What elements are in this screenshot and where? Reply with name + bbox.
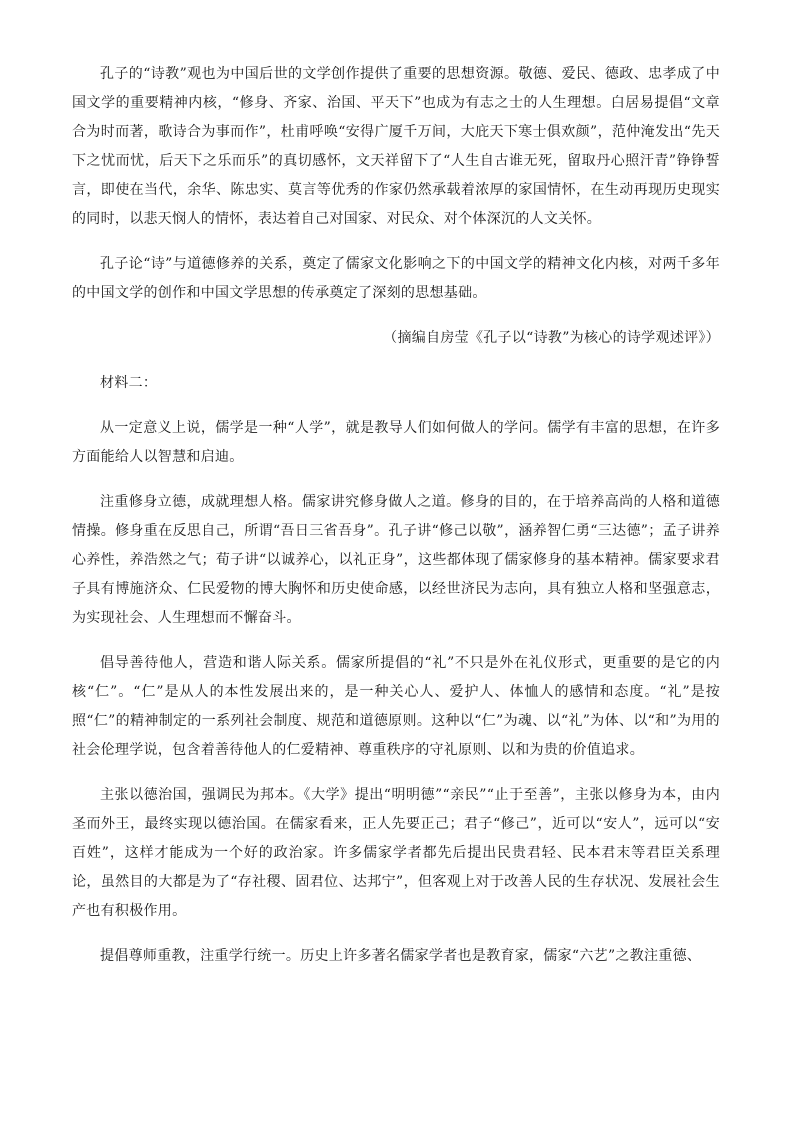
paragraph-moral-cultivation: 孔子论“诗”与道德修养的关系，奠定了儒家文化影响之下的中国文学的精神文化内核，对两千多年的中国文学的创作和中国文学思想的传承奠定了深刻的思想基础。 [72, 256, 720, 301]
paragraph-self-cultivation: 注重修身立德，成就理想人格。儒家讲究修身做人之道。修身的目的，在于培养高尚的人格和道德情操。修身重在反思自己，所谓“吾日三省吾身”。孔子讲“修己以敬”，涵养智仁勇“三达德”；孟子讲养心养性，养浩然之气；荀子讲“以诚养心，以礼正身”，这些都体现了儒家修身的基本精神。儒家要求君子具有博施济众、仁民爱物的博大胸怀和历史使命感，以经世济民为志向，具有独立人格和坚强意志，为实现社会、人生理想而不懈奋斗。 [72, 494, 720, 626]
paragraph-humanism: 从一定意义上说，儒学是一种“人学”，就是教导人们如何做人的学问。儒学有丰富的思想，在许多方面能给人以智慧和启迪。 [72, 420, 720, 465]
paragraph-virtue-governance: 主张以德治国，强调民为邦本。《大学》提出“明明德”“亲民”“止于至善”，主张以修身为本，由内圣而外王，最终实现以德治国。在儒家看来，正人先要正己；君子“修己”，近可以“安人”，远可以“安百姓”，这样才能成为一个好的政治家。许多儒家学者都先后提出民贵君轻、民本君末等君臣关系理论，虽然目的大都是为了“存社稷、固君位、达邦宁”，但客观上对于改善人民的生存状况、发展社会生产也有积极作用。 [72, 787, 720, 919]
material-two-heading: 材料二： [100, 375, 158, 391]
source-citation: （摘编自房莹《孔子以“诗教”为核心的诗学观述评》） [383, 330, 720, 346]
paragraph-education: 提倡尊师重教，注重学行统一。历史上许多著名儒家学者也是教育家，儒家“六艺”之教注重德、 [100, 948, 702, 964]
document-page [72, 60, 720, 987]
paragraph-poetry-influence: 孔子的“诗教”观也为中国后世的文学创作提供了重要的思想资源。敬德、爱民、德政、忠孝成了中国文学的重要精神内核，“修身、齐家、治国、平天下”也成为有志之士的人生理想。白居易提倡“文章合为时而著，歌诗合为事而作”，杜甫呼唤“安得广厦千万间，大庇天下寒士俱欢颜”，范仲淹发出“先天下之忧而忧，后天下之乐而乐”的真切感怀，文天祥留下了“人生自古谁无死，留取丹心照汗青”铮铮誓言，即使在当代，余华、陈忠实、莫言等优秀的作家仍然承载着浓厚的家国情怀，在生动再现历史现实的同时，以悲天悯人的情怀，表达着自己对国家、对民众、对个体深沉的人文关怀。 [72, 66, 720, 227]
paragraph-harmony: 倡导善待他人，营造和谐人际关系。儒家所提倡的“礼”不只是外在礼仪形式，更重要的是它的内核“仁”。“仁”是从人的本性发展出来的，是一种关心人、爱护人、体恤人的感情和态度。“礼”是按照“仁”的精神制定的一系列社会制度、规范和道德原则。这种以“仁”为魂、以“礼”为体、以“和”为用的社会伦理学说，包含着善待他人的仁爱精神、尊重秩序的守礼原则、以和为贵的价值追求。 [72, 655, 720, 758]
